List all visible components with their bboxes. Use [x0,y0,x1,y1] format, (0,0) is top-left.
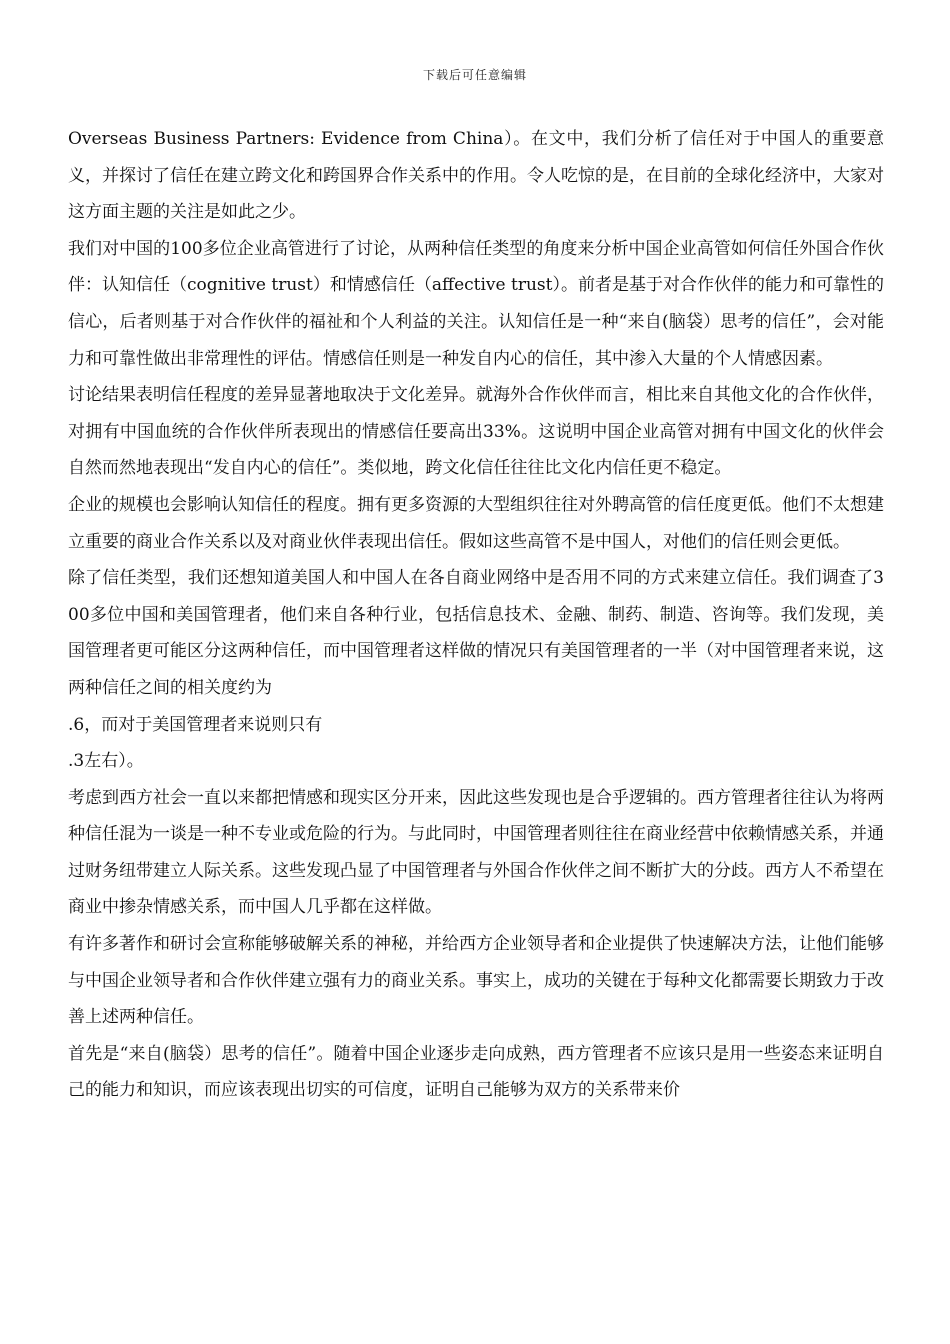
paragraph-3: 讨论结果表明信任程度的差异显著地取决于文化差异。就海外合作伙伴而言，相比来自其他文化的合作伙伴，对拥有中国血统的合作伙伴所表现出的情感信任要高出33%。这说明中国企业高管对拥有中国文化的伙伴会自然而然地表现出“发自内心的信任”。类似地，跨文化信任往往比文化内信任更不稳定。 [68,385,884,479]
paragraph-7: .3左右）。 [68,751,144,772]
paragraph-5: 除了信任类型，我们还想知道美国人和中国人在各自商业网络中是否用不同的方式来建立信任。我们调查了300多位中国和美国管理者，他们来自各种行业，包括信息技术、金融、制药、制造、咨询等。我们发现，美国管理者更可能区分这两种信任，而中国管理者这样做的情况只有美国管理者的一半（对中国管理者来说，这两种信任之间的相关度约为 [68,568,884,698]
page-header: 下载后可任意编辑 [422,68,527,82]
paragraph-2: 我们对中国的100多位企业高管进行了讨论，从两种信任类型的角度来分析中国企业高管如何信任外国合作伙伴：认知信任（cognitive trust）和情感信任（affective trust）。前者是基于对合作伙伴的能力和可靠性的信心，后者则基于对合作伙伴的福祉和个人利益的关注。认知信任是一种“来自(脑袋）思考的信任”，会对能力和可靠性做出非常理性的评估。情感信任则是一种发自内心的信任，其中渗入大量的个人情感因素。 [68,238,884,369]
paragraph-10: 首先是“来自(脑袋）思考的信任”。随着中国企业逐步走向成熟，西方管理者不应该只是用一些姿态来证明自己的能力和知识，而应该表现出切实的可信度，证明自己能够为双方的关系带来价 [68,1043,884,1101]
paragraph-1: Overseas Business Partners: Evidence from China）。在文中，我们分析了信任对于中国人的重要意义，并探讨了信任在建立跨文化和跨国界合作关系中的作用。令人吃惊的是，在目前的全球化经济中，大家对这方面主题的关注是如此之少。 [68,129,884,223]
paragraph-6: .6，而对于美国管理者来说则只有 [68,714,323,735]
paragraph-4: 企业的规模也会影响认知信任的程度。拥有更多资源的大型组织往往对外聘高管的信任度更低。他们不太想建立重要的商业合作关系以及对商业伙伴表现出信任。假如这些高管不是中国人，对他们的信任则会更低。 [68,494,884,552]
paragraph-9: 有许多著作和研讨会宣称能够破解关系的神秘，并给西方企业领导者和企业提供了快速解决方法，让他们能够与中国企业领导者和合作伙伴建立强有力的商业关系。事实上，成功的关键在于每种文化都需要长期致力于改善上述两种信任。 [68,934,884,1028]
paragraph-8: 考虑到西方社会一直以来都把情感和现实区分开来，因此这些发现也是合乎逻辑的。西方管理者往往认为将两种信任混为一谈是一种不专业或危险的行为。与此同时，中国管理者则往往在商业经营中依赖情感关系，并通过财务纽带建立人际关系。这些发现凸显了中国管理者与外国合作伙伴之间不断扩大的分歧。西方人不希望在商业中掺杂情感关系，而中国人几乎都在这样做。 [68,787,884,918]
document-body [68,121,884,1109]
